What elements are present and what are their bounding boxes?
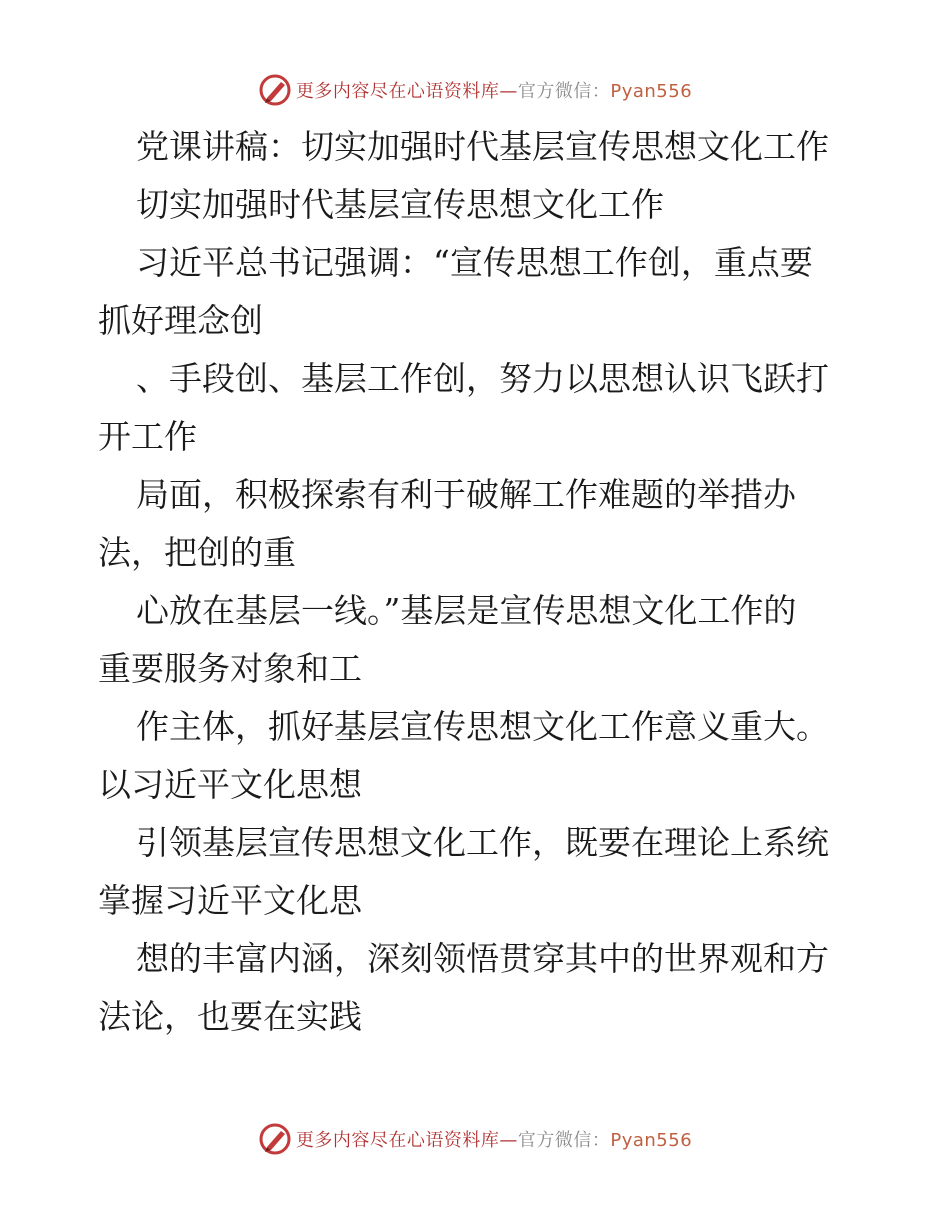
- text-line: 心放在基层一线。”基层是宣传思想文化工作的: [136, 591, 797, 630]
- header-watermark-banner: [0, 70, 950, 110]
- text-line: 习近平总书记强调：“宣传思想工作创，重点要: [136, 243, 813, 282]
- text-line: 掌握习近平文化思: [98, 881, 362, 920]
- doc-title: 党课讲稿：切实加强时代基层宣传思想文化工作: [136, 127, 829, 166]
- text-line: 重要服务对象和工: [98, 649, 362, 688]
- text-line: 抓好理念创: [98, 301, 263, 340]
- pen-logo-icon: [258, 1122, 292, 1156]
- watermark-text: 更多内容尽在心语资料库—官方微信：Pyan556: [295, 1130, 693, 1151]
- text-line: 、手段创、基层工作创，努力以思想认识飞跃打: [136, 359, 829, 398]
- footer-watermark-banner: [0, 1119, 950, 1159]
- text-line: 局面，积极探索有利于破解工作难题的举措办: [136, 475, 796, 514]
- text-line: 作主体，抓好基层宣传思想文化工作意义重大。: [136, 707, 829, 746]
- doc-subtitle: 切实加强时代基层宣传思想文化工作: [136, 185, 664, 224]
- pen-logo-icon: [258, 73, 292, 107]
- watermark-text: 更多内容尽在心语资料库—官方微信：Pyan556: [295, 81, 693, 102]
- text-line: 以习近平文化思想: [98, 765, 362, 804]
- text-line: 开工作: [98, 417, 197, 456]
- text-line: 法论，也要在实践: [98, 997, 362, 1036]
- text-line: 想的丰富内涵，深刻领悟贯穿其中的世界观和方: [136, 939, 829, 978]
- text-line: 引领基层宣传思想文化工作，既要在理论上系统: [136, 823, 829, 862]
- text-line: 法，把创的重: [98, 533, 296, 572]
